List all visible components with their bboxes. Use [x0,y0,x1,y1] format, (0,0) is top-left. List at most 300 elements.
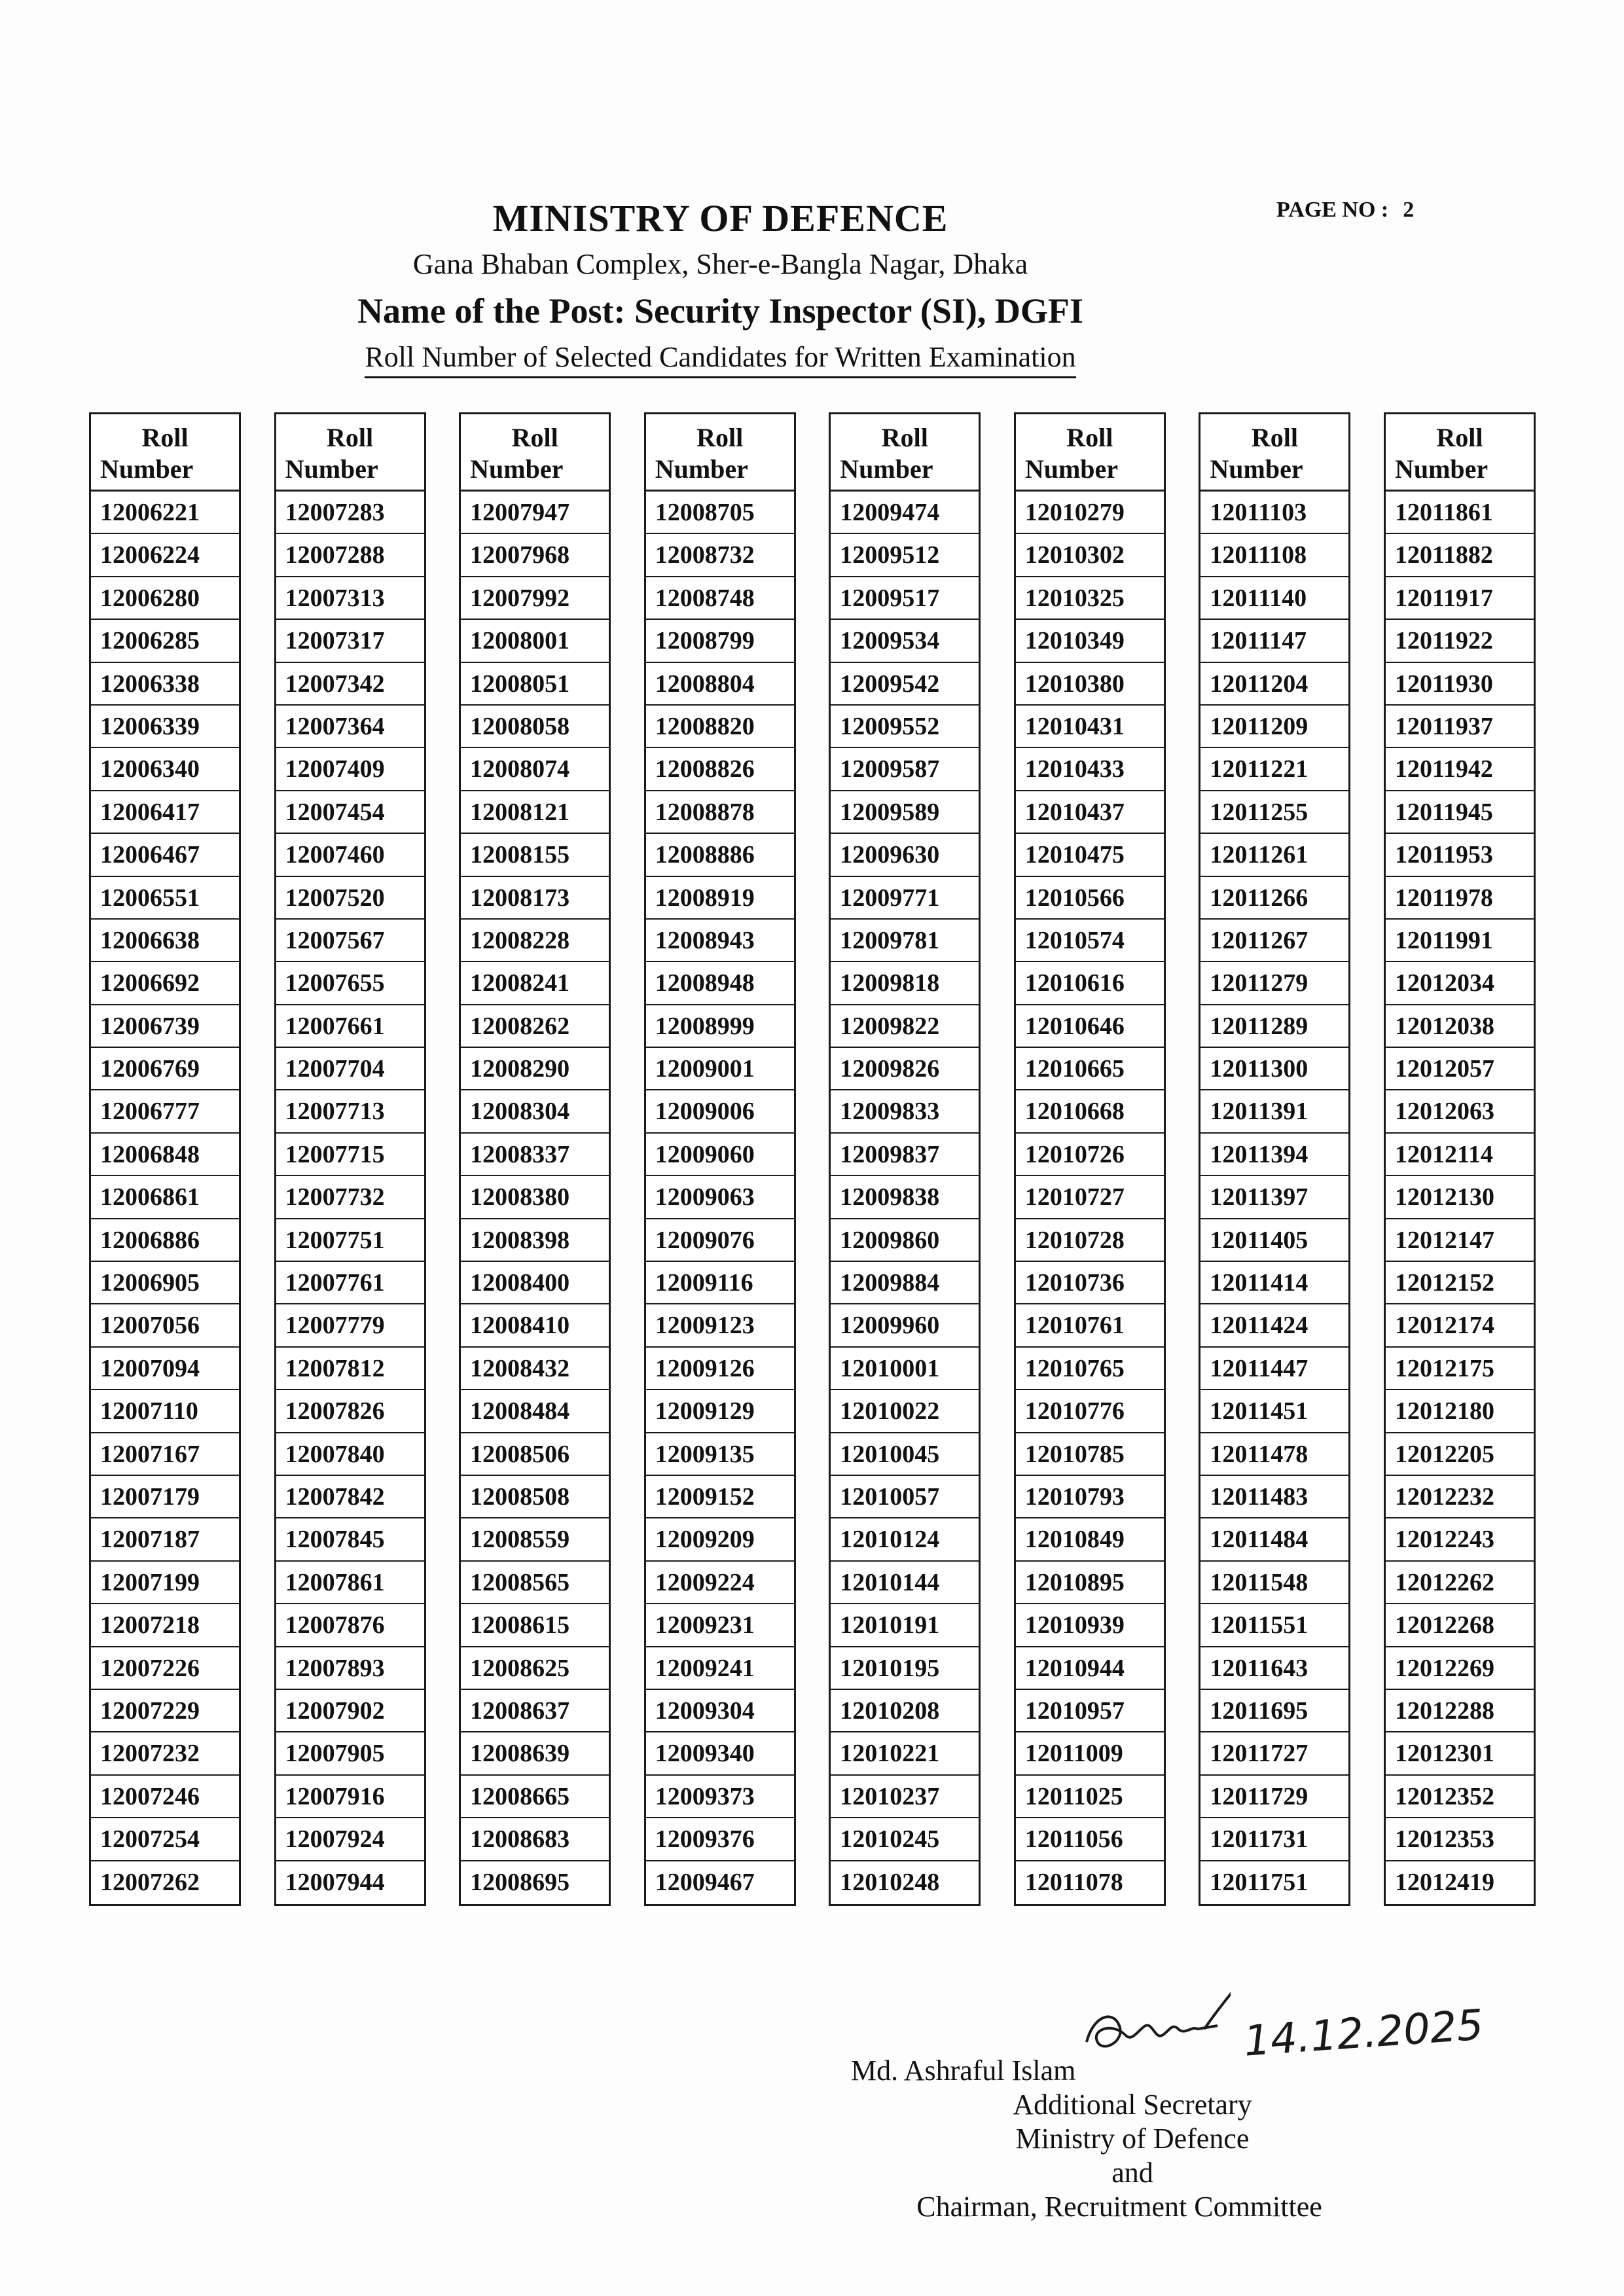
roll-number-cell: 12010221 [831,1732,979,1775]
roll-header-line1: Roll [327,423,374,452]
roll-column [829,412,981,1906]
roll-number-cell: 12007317 [276,620,424,662]
roll-number-cell: 12010144 [831,1562,979,1604]
roll-number-cell: 12007342 [276,663,424,706]
subtitle-text: Roll Number of Selected Candidates for Written Examination [365,340,1075,378]
roll-number-cell: 12008639 [461,1732,609,1775]
roll-number-cell: 12010761 [1016,1304,1164,1347]
roll-number-cell: 12009960 [831,1304,979,1347]
roll-number-cell: 12010208 [831,1690,979,1732]
roll-number-cell: 12012352 [1386,1776,1534,1818]
roll-number-cell: 12008948 [646,962,794,1005]
roll-number-cell: 12011394 [1200,1134,1348,1176]
roll-number-cell: 12010765 [1016,1348,1164,1390]
roll-number-cell: 12006280 [91,577,239,620]
roll-number-cell: 12009116 [646,1262,794,1304]
page-number [1276,198,1414,223]
roll-number-cell: 12007246 [91,1776,239,1818]
roll-number-cell: 12008615 [461,1604,609,1647]
roll-number-cell: 12009467 [655,1868,755,1896]
roll-number-cell: 12010279 [1016,492,1164,534]
roll-number-cell: 12007288 [276,534,424,577]
roll-number-cell: 12010475 [1016,834,1164,876]
roll-header-line1: Roll [1436,423,1483,452]
roll-number-cell: 12012063 [1386,1090,1534,1133]
roll-number-cell: 12008241 [461,962,609,1005]
roll-number-cell: 12007409 [276,748,424,791]
roll-number-cell: 12011009 [1016,1732,1164,1775]
roll-number-cell: 12010944 [1016,1647,1164,1690]
roll-number-cell: 12007779 [276,1304,424,1347]
roll-number-cell: 12011300 [1200,1048,1348,1090]
roll-number-cell: 12007947 [461,492,609,534]
roll-number-cell: 12008337 [461,1134,609,1176]
roll-number-cell: 12007732 [276,1176,424,1219]
roll-column-header [91,414,239,492]
roll-number-cell: 12006340 [91,748,239,791]
roll-number-cell: 12012174 [1386,1304,1534,1347]
roll-number-cell: 12007167 [91,1433,239,1476]
roll-number-cell: 12010195 [831,1647,979,1690]
roll-number-cell: 12006861 [91,1176,239,1219]
roll-number-cell: 12007992 [461,577,609,620]
roll-number-cell: 12010248 [840,1868,940,1896]
roll-number-cell: 12010431 [1016,706,1164,748]
roll-column-header [831,414,979,492]
roll-number-cell: 12008748 [646,577,794,620]
roll-header-line1: Roll [511,423,558,452]
roll-number-cell: 12008665 [461,1776,609,1818]
roll-number-cell: 12010736 [1016,1262,1164,1304]
roll-number-cell: 12012288 [1386,1690,1534,1732]
roll-number-cell: 12011266 [1200,877,1348,920]
roll-number-cell: 12010939 [1016,1604,1164,1647]
roll-number-cell: 12012262 [1386,1562,1534,1604]
roll-number-cell: 12007262 [100,1868,200,1896]
roll-number-cell: 12010785 [1016,1433,1164,1476]
roll-header-line1: Roll [1251,423,1298,452]
roll-number-cell: 12012038 [1386,1005,1534,1048]
roll-number-cell: 12011917 [1386,577,1534,620]
roll-column-header [1386,414,1534,492]
roll-number-cell: 12012147 [1386,1219,1534,1262]
roll-number-cell: 12011261 [1200,834,1348,876]
roll-number-cell: 12009123 [646,1304,794,1347]
roll-number-cell: 12010665 [1016,1048,1164,1090]
roll-column [274,412,426,1906]
roll-number-cell: 12008799 [646,620,794,662]
roll-number-cell: 12006848 [91,1134,239,1176]
roll-number-cell: 12007454 [276,791,424,834]
roll-number-cell: 12007812 [276,1348,424,1390]
roll-column-header [1016,414,1164,492]
roll-number-cell: 12012268 [1386,1604,1534,1647]
roll-number-cell: 12010727 [1016,1176,1164,1219]
roll-number-cell: 12007713 [276,1090,424,1133]
roll-number-cell: 12008705 [646,492,794,534]
roll-number-cell: 12008173 [461,877,609,920]
roll-number-cell: 12012180 [1386,1390,1534,1433]
roll-number-cell: 12011397 [1200,1176,1348,1219]
roll-number-cell: 12008410 [461,1304,609,1347]
roll-number-cell: 12010022 [831,1390,979,1433]
roll-number-cell: 12011978 [1386,877,1534,920]
roll-number-cell: 12008262 [461,1005,609,1048]
roll-number-cell: 12012152 [1386,1262,1534,1304]
roll-number-cell: 12008683 [461,1818,609,1861]
ministry-title: MINISTRY OF DEFENCE [492,197,948,240]
roll-number-cell: 12007916 [276,1776,424,1818]
signer-and: and [1111,2157,1153,2189]
roll-number-cell: 12008304 [461,1090,609,1133]
roll-number-cell: 12011424 [1200,1304,1348,1347]
roll-number-cell: 12007968 [461,534,609,577]
roll-number-cell: 12010776 [1016,1390,1164,1433]
roll-number-cell: 12011221 [1200,748,1348,791]
roll-number-cell: 12011391 [1200,1090,1348,1133]
roll-number-cell: 12010433 [1016,748,1164,791]
roll-number-cell: 12011483 [1200,1476,1348,1518]
roll-number-cell: 12009063 [646,1176,794,1219]
roll-number-cell: 12009833 [831,1090,979,1133]
roll-number-cell: 12008074 [461,748,609,791]
roll-header-line2: Number [1394,454,1489,484]
roll-number-cell: 12009860 [831,1219,979,1262]
roll-number-cell: 12006224 [91,534,239,577]
roll-header-line2: Number [285,454,378,484]
roll-number-cell: 12009152 [646,1476,794,1518]
roll-column-header [1200,414,1348,492]
roll-number-cell: 12011484 [1200,1518,1348,1561]
roll-number-cell: 12012130 [1386,1176,1534,1219]
roll-number-cell: 12008121 [461,791,609,834]
roll-number-cell: 12006769 [91,1048,239,1090]
roll-number-cell: 12008432 [461,1348,609,1390]
roll-number-cell: 12006417 [91,791,239,834]
signer-name: Md. Ashraful Islam [851,2054,1076,2087]
roll-number-cell: 12010191 [831,1604,979,1647]
roll-number-cell: 12007179 [91,1476,239,1518]
roll-number-cell: 12006338 [91,663,239,706]
roll-number-cell: 12010057 [831,1476,979,1518]
roll-number-cell: 12008886 [646,834,794,876]
roll-number-cell: 12007460 [276,834,424,876]
roll-number-cell: 12011478 [1200,1433,1348,1476]
roll-number-cell: 12012353 [1386,1818,1534,1861]
roll-number-cell: 12009126 [646,1348,794,1390]
roll-number-cell: 12008058 [461,706,609,748]
roll-number-cell: 12011695 [1200,1690,1348,1732]
roll-number-cell: 12010726 [1016,1134,1164,1176]
roll-number-cell: 12009340 [646,1732,794,1775]
roll-number-cell: 12010437 [1016,791,1164,834]
roll-number-cell: 12009826 [831,1048,979,1090]
roll-number-cell: 12009818 [831,962,979,1005]
roll-number-cell: 12007655 [276,962,424,1005]
roll-number-cell: 12009224 [646,1562,794,1604]
roll-number-cell: 12009781 [831,920,979,962]
roll-number-cell: 12007226 [91,1647,239,1690]
roll-number-cell: 12012269 [1386,1647,1534,1690]
roll-number-cell: 12009376 [646,1818,794,1861]
roll-number-cell: 12007944 [285,1868,385,1896]
post-name: Name of the Post: Security Inspector (SI), DGFI [357,291,1083,331]
roll-column [1384,412,1536,1906]
roll-number-cell: 12009474 [831,492,979,534]
roll-number-cell: 12007751 [276,1219,424,1262]
roll-header-line1: Roll [696,423,744,452]
roll-number-cell: 12008999 [646,1005,794,1048]
roll-number-cell: 12007313 [276,577,424,620]
roll-number-cell: 12007845 [276,1518,424,1561]
roll-number-cell: 12008484 [461,1390,609,1433]
page-number-value: 2 [1403,198,1415,222]
roll-number-cell: 12009304 [646,1690,794,1732]
roll-number-cell: 12012175 [1386,1348,1534,1390]
roll-number-cell: 12008506 [461,1433,609,1476]
roll-number-cell: 12007893 [276,1647,424,1690]
roll-number-cell: 12008508 [461,1476,609,1518]
roll-number-cell: 12010793 [1016,1476,1164,1518]
signer-title: Additional Secretary [1013,2089,1252,2121]
roll-number-cell: 12007842 [276,1476,424,1518]
roll-number-cell: 12006905 [91,1262,239,1304]
roll-number-cell: 12007254 [91,1818,239,1861]
roll-number-cell: 12011447 [1200,1348,1348,1390]
roll-number-cell: 12009135 [646,1433,794,1476]
roll-number-cell: 12011108 [1200,534,1348,577]
roll-column-header [276,414,424,492]
roll-number-cell: 12007905 [276,1732,424,1775]
roll-number-cell: 12012114 [1386,1134,1534,1176]
roll-number-cell: 12008804 [646,663,794,706]
roll-number-cell: 12007520 [276,877,424,920]
roll-number-cell: 12009076 [646,1219,794,1262]
roll-number-cell: 12011103 [1200,492,1348,534]
roll-number-cell: 12008559 [461,1518,609,1561]
roll-number-cell: 12010045 [831,1433,979,1476]
roll-number-cell: 12010380 [1016,663,1164,706]
roll-number-cell: 12010245 [831,1818,979,1861]
roll-number-cell: 12011025 [1016,1776,1164,1818]
roll-number-cell: 12009822 [831,1005,979,1048]
roll-column [1014,412,1166,1906]
roll-number-cell: 12009884 [831,1262,979,1304]
roll-number-cell: 12011267 [1200,920,1348,962]
roll-number-cell: 12009630 [831,834,979,876]
roll-number-cell: 12011414 [1200,1262,1348,1304]
roll-number-cell: 12010302 [1016,534,1164,577]
roll-number-cell: 12010001 [831,1348,979,1390]
signature-date: 14.12.2025 [1242,2001,1485,2066]
roll-number-cell: 12011451 [1200,1390,1348,1433]
roll-number-cell: 12009001 [646,1048,794,1090]
roll-number-cell: 12007661 [276,1005,424,1048]
roll-number-cell: 12008919 [646,877,794,920]
roll-number-cell: 12009837 [831,1134,979,1176]
roll-number-cell: 12008155 [461,834,609,876]
roll-number-cell: 12009231 [646,1604,794,1647]
roll-number-cell: 12007567 [276,920,424,962]
roll-number-cell: 12011991 [1386,920,1534,962]
page-number-label: PAGE NO : [1276,198,1389,222]
roll-number-cell: 12006739 [91,1005,239,1048]
roll-number-cell: 12008637 [461,1690,609,1732]
roll-number-cell: 12012232 [1386,1476,1534,1518]
roll-header-line2: Number [655,454,748,484]
roll-header-line2: Number [100,454,194,484]
roll-column [1199,412,1350,1906]
roll-number-columns [89,412,1536,1906]
roll-number-cell: 12009060 [646,1134,794,1176]
roll-number-cell: 12008943 [646,920,794,962]
roll-number-cell: 12009517 [831,577,979,620]
roll-number-cell: 12011930 [1386,663,1534,706]
roll-number-cell: 12009589 [831,791,979,834]
roll-number-cell: 12012301 [1386,1732,1534,1775]
roll-number-cell: 12007861 [276,1562,424,1604]
roll-number-cell: 12009542 [831,663,979,706]
roll-number-cell: 12006638 [91,920,239,962]
roll-number-cell: 12012205 [1386,1433,1534,1476]
roll-number-cell: 12009241 [646,1647,794,1690]
roll-number-cell: 12010325 [1016,577,1164,620]
roll-number-cell: 12007056 [91,1304,239,1347]
roll-number-cell: 12010728 [1016,1219,1164,1262]
roll-number-cell: 12008565 [461,1562,609,1604]
roll-number-cell: 12008695 [470,1868,570,1896]
roll-header-line1: Roll [1066,423,1113,452]
roll-number-cell: 12007364 [276,706,424,748]
roll-number-cell: 12009534 [831,620,979,662]
roll-column [459,412,611,1906]
roll-number-cell: 12011937 [1386,706,1534,748]
roll-number-cell: 12006339 [91,706,239,748]
roll-number-cell: 12010349 [1016,620,1164,662]
roll-number-cell: 12010895 [1016,1562,1164,1604]
roll-number-cell: 12012419 [1394,1868,1494,1896]
roll-number-cell: 12009771 [831,877,979,920]
roll-number-cell: 12011548 [1200,1562,1348,1604]
roll-number-cell: 12008826 [646,748,794,791]
roll-number-cell: 12007840 [276,1433,424,1476]
roll-number-cell: 12007218 [91,1604,239,1647]
roll-number-cell: 12006285 [91,620,239,662]
roll-number-cell: 12011255 [1200,791,1348,834]
roll-number-cell: 12011289 [1200,1005,1348,1048]
roll-number-cell: 12010566 [1016,877,1164,920]
roll-number-cell: 12010616 [1016,962,1164,1005]
roll-number-cell: 12011861 [1386,492,1534,534]
roll-number-cell: 12007876 [276,1604,424,1647]
roll-number-cell: 12007229 [91,1690,239,1732]
roll-header-line2: Number [1210,454,1303,484]
roll-number-cell: 12011078 [1024,1868,1123,1896]
roll-number-cell: 12008398 [461,1219,609,1262]
roll-number-cell: 12008051 [461,663,609,706]
roll-column [644,412,796,1906]
roll-number-cell: 12009512 [831,534,979,577]
roll-number-cell: 12006221 [91,492,239,534]
roll-number-cell: 12008400 [461,1262,609,1304]
roll-number-cell: 12010237 [831,1776,979,1818]
roll-number-cell: 12007715 [276,1134,424,1176]
roll-number-cell: 12009129 [646,1390,794,1433]
roll-number-cell: 12008732 [646,534,794,577]
roll-column [89,412,241,1906]
roll-header-line1: Roll [141,423,189,452]
roll-header-line2: Number [470,454,564,484]
roll-number-cell: 12010124 [831,1518,979,1561]
roll-number-cell: 12007199 [91,1562,239,1604]
roll-number-cell: 12010668 [1016,1090,1164,1133]
roll-number-cell: 12007761 [276,1262,424,1304]
roll-number-cell: 12011140 [1200,577,1348,620]
roll-number-cell: 12012034 [1386,962,1534,1005]
roll-number-cell: 12011922 [1386,620,1534,662]
roll-number-cell: 12009552 [831,706,979,748]
roll-number-cell: 12007187 [91,1518,239,1561]
roll-number-cell: 12011942 [1386,748,1534,791]
roll-number-cell: 12008290 [461,1048,609,1090]
roll-number-cell: 12011551 [1200,1604,1348,1647]
roll-header-line2: Number [1024,454,1119,484]
roll-number-cell: 12011147 [1200,620,1348,662]
roll-number-cell: 12011731 [1200,1818,1348,1861]
ministry-address: Gana Bhaban Complex, Sher-e-Bangla Nagar, Dhaka [412,248,1028,280]
roll-number-cell: 12006886 [91,1219,239,1262]
roll-number-cell: 12009209 [646,1518,794,1561]
roll-number-cell: 12008228 [461,920,609,962]
roll-number-cell: 12008878 [646,791,794,834]
roll-number-cell: 12006467 [91,834,239,876]
roll-number-cell: 12012243 [1386,1518,1534,1561]
roll-number-cell: 12007110 [91,1390,239,1433]
roll-header-line1: Roll [881,423,928,452]
document-subtitle [0,340,1532,378]
roll-number-cell: 12011209 [1200,706,1348,748]
roll-number-cell: 12008380 [461,1176,609,1219]
roll-number-cell: 12012057 [1386,1048,1534,1090]
roll-number-cell: 12011729 [1200,1776,1348,1818]
roll-number-cell: 12011405 [1200,1219,1348,1262]
signer-ministry: Ministry of Defence [1015,2123,1250,2155]
roll-number-cell: 12008001 [461,620,609,662]
roll-number-cell: 12009373 [646,1776,794,1818]
roll-number-cell: 12010849 [1016,1518,1164,1561]
roll-number-cell: 12011945 [1386,791,1534,834]
roll-number-cell: 12008625 [461,1647,609,1690]
roll-number-cell: 12009587 [831,748,979,791]
roll-number-cell: 12006777 [91,1090,239,1133]
roll-number-cell: 12008820 [646,706,794,748]
signer-chair: Chairman, Recruitment Committee [916,2191,1322,2223]
roll-number-cell: 12006692 [91,962,239,1005]
roll-number-cell: 12010646 [1016,1005,1164,1048]
roll-number-cell: 12007094 [91,1348,239,1390]
roll-number-cell: 12011882 [1386,534,1534,577]
roll-number-cell: 12011953 [1386,834,1534,876]
roll-number-cell: 12006551 [91,877,239,920]
roll-number-cell: 12007704 [276,1048,424,1090]
roll-number-cell: 12011056 [1016,1818,1164,1861]
roll-number-cell: 12007826 [276,1390,424,1433]
roll-header-line2: Number [840,454,933,484]
roll-number-cell: 12010574 [1016,920,1164,962]
roll-number-cell: 12011751 [1210,1868,1308,1896]
roll-number-cell: 12010957 [1016,1690,1164,1732]
roll-column-header [646,414,794,492]
